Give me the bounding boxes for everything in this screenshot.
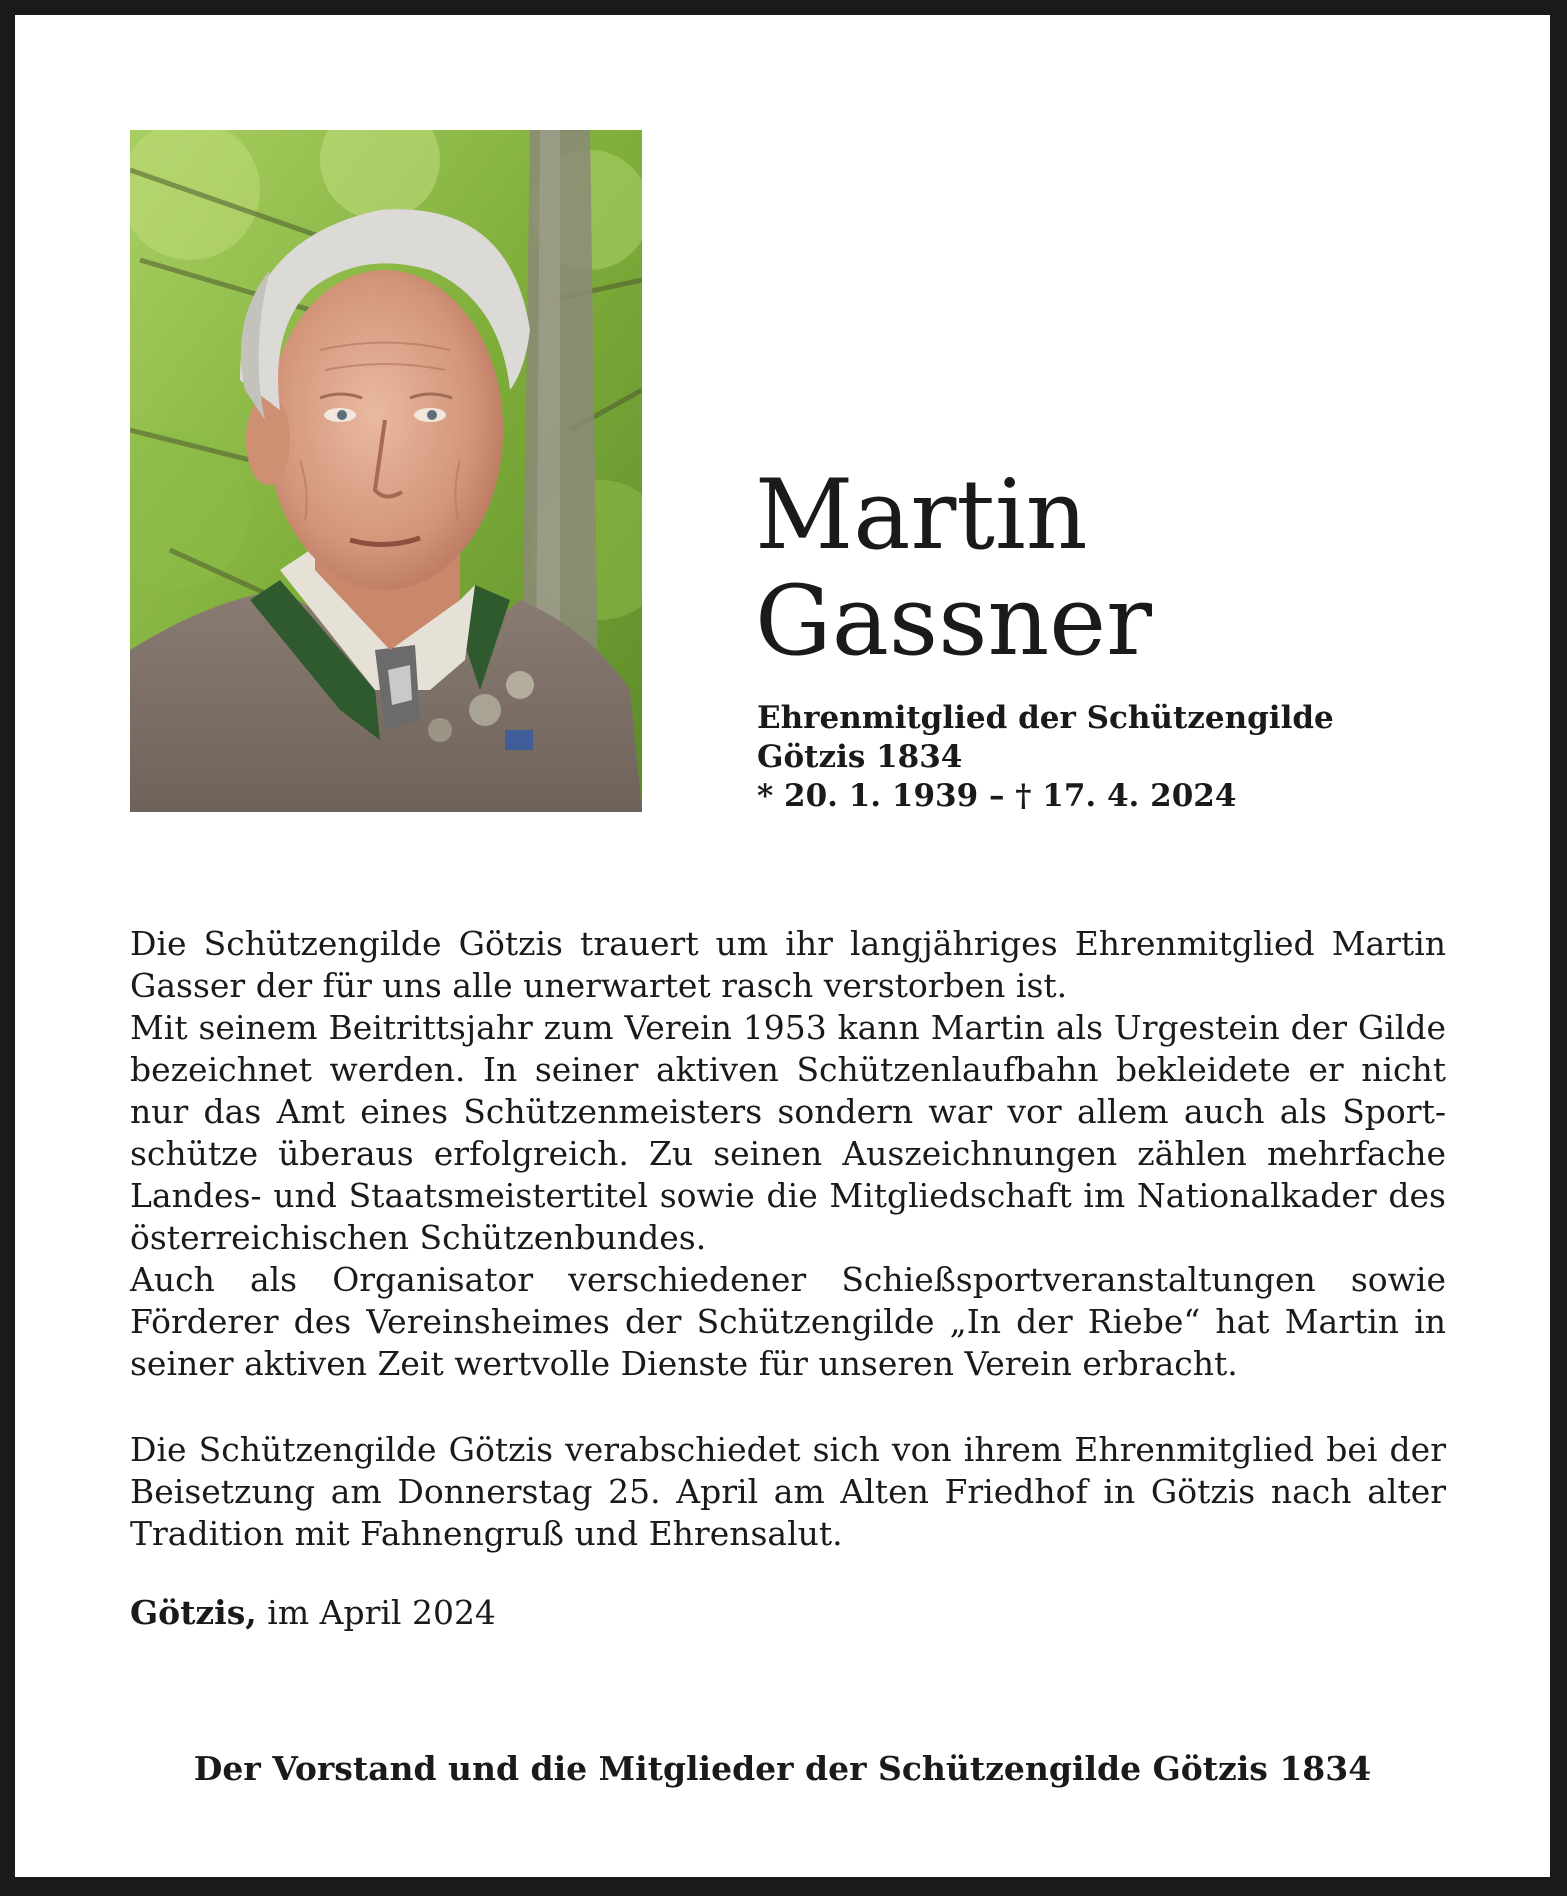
last-name: Gassner xyxy=(755,565,1152,677)
obituary-text xyxy=(130,923,1446,1385)
signature: Der Vorstand und die Mitglieder der Schützengilde Götzis 1834 xyxy=(193,1749,1372,1788)
honorary-title: Ehrenmitglied der Schützengilde xyxy=(757,700,1334,736)
paragraph-merits: Auch als Organisator verschiedener Schießsportveranstaltungen sowie Förderer des Vereinsheimes der Schützengilde „In der Riebe“ hat Martin in seiner aktiven Zeit wertvolle Dienste für unseren Verein erbracht. xyxy=(130,1260,1446,1383)
portrait-illustration xyxy=(130,130,642,812)
paragraph-funeral: Die Schützengilde Götzis verabschiedet sich von ihrem Ehrenmitglied bei der Beisetzung am Donnerstag 25. April am Alten Friedhof in Götzis nach alter Tradition mit Fahnengruß und Ehrensalut. xyxy=(130,1430,1446,1553)
closing-date: im April 2024 xyxy=(267,1593,496,1632)
paragraph-condolence: Die Schützengilde Götzis trauert um ihr langjähriges Ehrenmitglied Martin Gasser der für uns alle unerwartet rasch verstorben ist. xyxy=(130,924,1446,1005)
paragraph-career: Mit seinem Beitrittsjahr zum Verein 1953 kann Martin als Urgestein der Gilde bezeichnet werden. In seiner aktiven Schützenlaufbahn bekleidete er nicht nur das Amt eines Schützenmeisters sondern war vor allem auch als Sport-schütze überaus erfolgreich. Zu seinen Auszeichnungen zählen mehrfache Landes- und Staatsmeistertitel sowie die Mitgliedschaft im Nationalkader des österreichischen Schützenbundes. xyxy=(130,1008,1446,1257)
closing-place: Götzis, xyxy=(130,1593,257,1632)
obituary-page xyxy=(15,15,1550,1877)
life-dates: * 20. 1. 1939 – † 17. 4. 2024 xyxy=(757,778,1237,814)
funeral-text xyxy=(130,1429,1446,1555)
first-name: Martin xyxy=(755,459,1088,571)
club-name: Götzis 1834 xyxy=(757,739,963,775)
portrait-photo xyxy=(130,130,642,812)
place-date xyxy=(130,1592,496,1634)
deceased-name xyxy=(755,459,1152,677)
subtitle-block xyxy=(757,699,1477,816)
